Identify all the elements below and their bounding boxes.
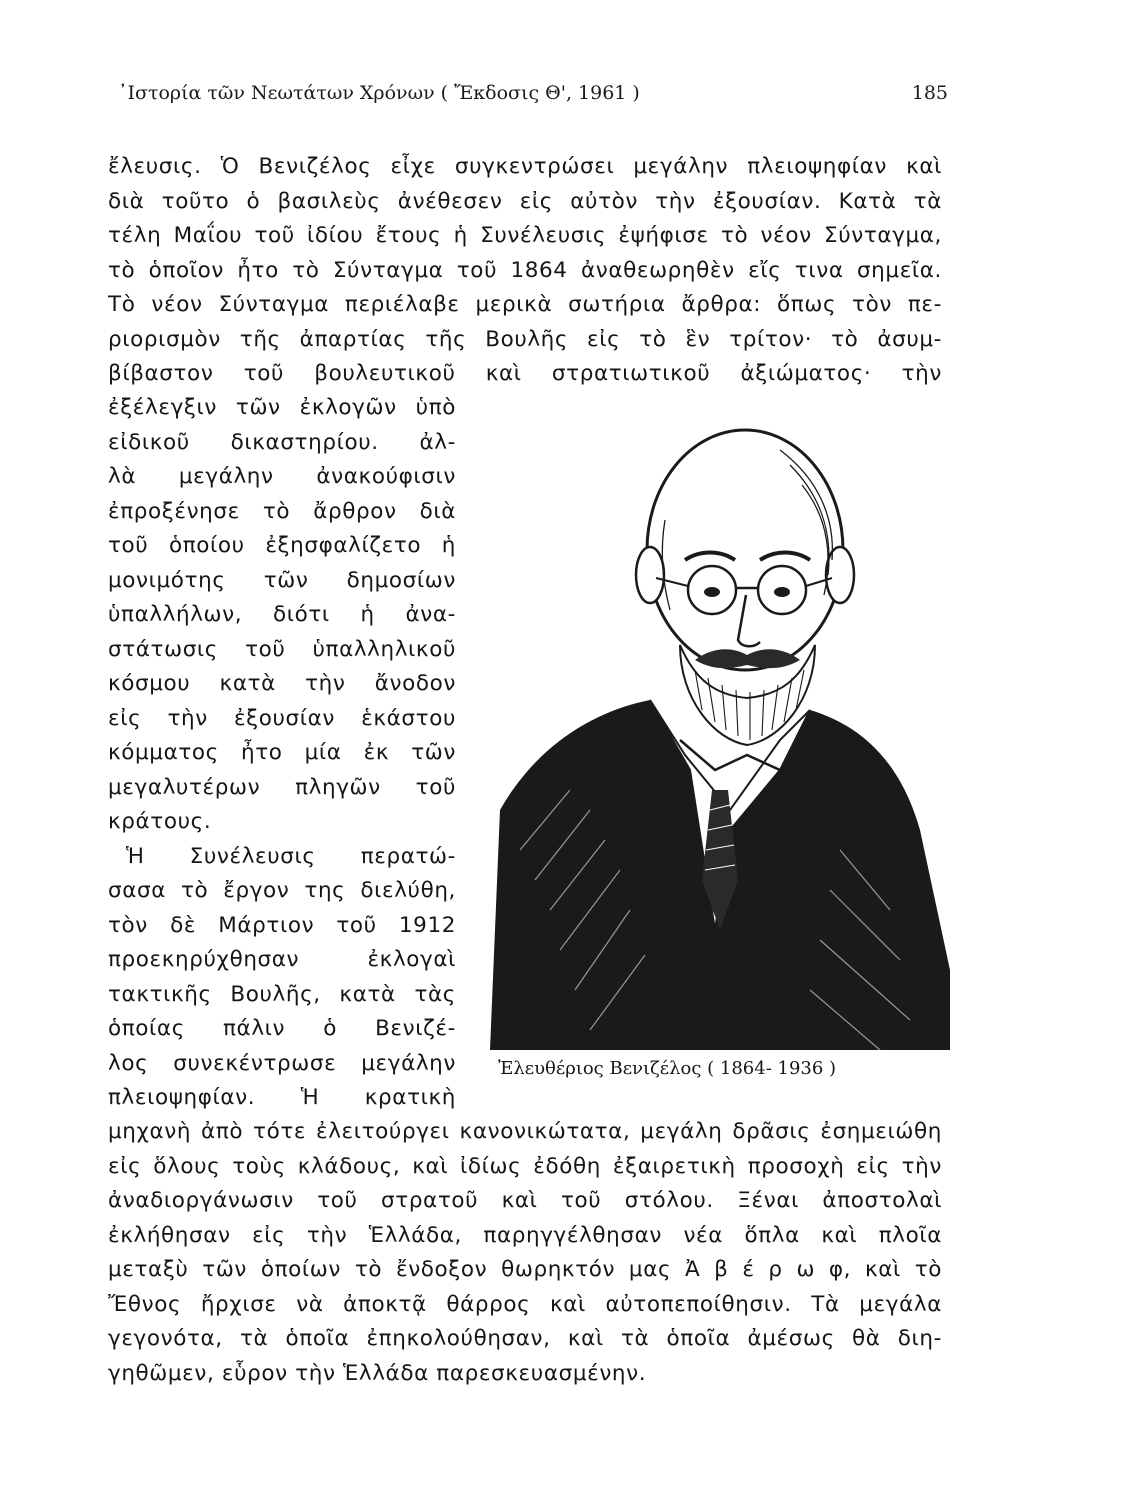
text-line: λος συνεκέντρωσε μεγάλην xyxy=(108,1050,456,1076)
page-number: 185 xyxy=(911,82,948,104)
text-line: ἐξέλεγξιν τῶν ἐκλογῶν ὑπὸ xyxy=(108,395,456,420)
text-line: ἀναδιοργάνωσιν τοῦ στρατοῦ καὶ τοῦ στόλου. Ξέναι ἀποστολαὶ xyxy=(108,1188,942,1213)
portrait-caption: Ἐλευθέριος Βενιζέλος ( 1864- 1936 ) xyxy=(498,1058,837,1079)
text-line: τὸν δὲ Μάρτιον τοῦ 1912 xyxy=(108,912,456,938)
text-line: μονιμότης τῶν δημοσίων xyxy=(108,567,456,593)
text-line: τοῦ ὁποίου ἐξησφαλίζετο ἡ xyxy=(108,533,456,558)
text-line: μεγαλυτέρων πληγῶν τοῦ xyxy=(108,774,456,800)
text-line: ἐπροξένησε τὸ ἄρθρον διὰ xyxy=(108,498,456,524)
text-line: εἰς ὅλους τοὺς κλάδους, καὶ ἰδίως ἐδόθη ἐξαιρετικὴ προσοχὴ εἰς τὴν xyxy=(108,1153,942,1179)
text-line: γεγονότα, τὰ ὁποῖα ἐπηκολούθησαν, καὶ τὰ ὁποῖα ἀμέσως θὰ διη- xyxy=(108,1326,942,1351)
text-line: διὰ τοῦτο ὁ βασιλεὺς ἀνέθεσεν εἰς αὐτὸν τὴν ἐξουσίαν. Κατὰ τὰ xyxy=(108,188,942,214)
text-line: μηχανὴ ἀπὸ τότε ἐλειτούργει κανονικώτατα, μεγάλη δρᾶσις ἐσημειώθη xyxy=(108,1119,942,1144)
text-line: ριορισμὸν τῆς ἀπαρτίας τῆς Βουλῆς εἰς τὸ ἓν τρίτον· τὸ ἀσυμ- xyxy=(108,326,942,352)
text-line: μεταξὺ τῶν ὁποίων τὸ ἔνδοξον θωρηκτόν μας Ἀ β έ ρ ω φ, καὶ τὸ xyxy=(108,1257,942,1282)
text-line: στάτωσις τοῦ ὑπαλληλικοῦ xyxy=(108,636,456,662)
text-line: ὑπαλλήλων, διότι ἡ ἀνα- xyxy=(108,602,456,627)
text-line: πλειοψηφίαν. Ἡ κρατικὴ xyxy=(108,1085,456,1110)
text-line: σασα τὸ ἔργον της διελύθη, xyxy=(108,878,456,903)
text-line: βίβαστον τοῦ βουλευτικοῦ καὶ στρατιωτικοῦ ἀξιώματος· τὴν xyxy=(108,361,942,386)
text-line: ὁποίας πάλιν ὁ Βενιζέ- xyxy=(108,1016,456,1041)
text-line: τὸ ὁποῖον ἦτο τὸ Σύνταγμα τοῦ 1864 ἀναθεωρηθὲν εἴς τινα σημεῖα. xyxy=(108,257,942,283)
text-line: λὰ μεγάλην ἀνακούφισιν xyxy=(108,464,456,489)
text-line: Τὸ νέον Σύνταγμα περιέλαβε μερικὰ σωτήρια ἄρθρα: ὅπως τὸν πε- xyxy=(108,292,942,317)
text-line: Ἔθνος ἤρχισε νὰ ἀποκτᾷ θάρρος καὶ αὐτοπεποίθησιν. Τὰ μεγάλα xyxy=(108,1291,942,1317)
text-line: ἔλευσις. Ὁ Βενιζέλος εἶχε συγκεντρώσει μεγάλην πλειοψηφίαν καὶ xyxy=(108,154,942,179)
running-title: ᾿Ιστορία τῶν Νεωτάτων Χρόνων ( Ἔκδοσις Θ', 1961 ) xyxy=(118,82,640,104)
text-line: γηθῶμεν, εὗρον τὴν Ἑλλάδα παρεσκευασμένην. xyxy=(108,1360,647,1386)
text-line: ἐκλήθησαν εἰς τὴν Ἑλλάδα, παρηγγέλθησαν νέα ὅπλα καὶ πλοῖα xyxy=(108,1222,942,1248)
text-line: τέλη Μαΐου τοῦ ἰδίου ἔτους ἡ Συνέλευσις ἐψήφισε τὸ νέον Σύνταγμα, xyxy=(108,223,942,248)
text-line: εἰς τὴν ἐξουσίαν ἑκάστου xyxy=(108,705,456,731)
text-line: κόσμου κατὰ τὴν ἄνοδον xyxy=(108,671,456,696)
text-line: προεκηρύχθησαν ἐκλογαὶ xyxy=(108,947,456,972)
text-line: κόμματος ἦτο μία ἐκ τῶν xyxy=(108,740,456,765)
portrait-illustration xyxy=(480,410,950,1050)
text-line: Ἡ Συνέλευσις περατώ- xyxy=(126,843,456,869)
text-line: εἰδικοῦ δικαστηρίου. ἀλ- xyxy=(108,429,456,455)
text-line: τακτικῆς Βουλῆς, κατὰ τὰς xyxy=(108,981,456,1007)
text-line: κράτους. xyxy=(108,809,212,834)
